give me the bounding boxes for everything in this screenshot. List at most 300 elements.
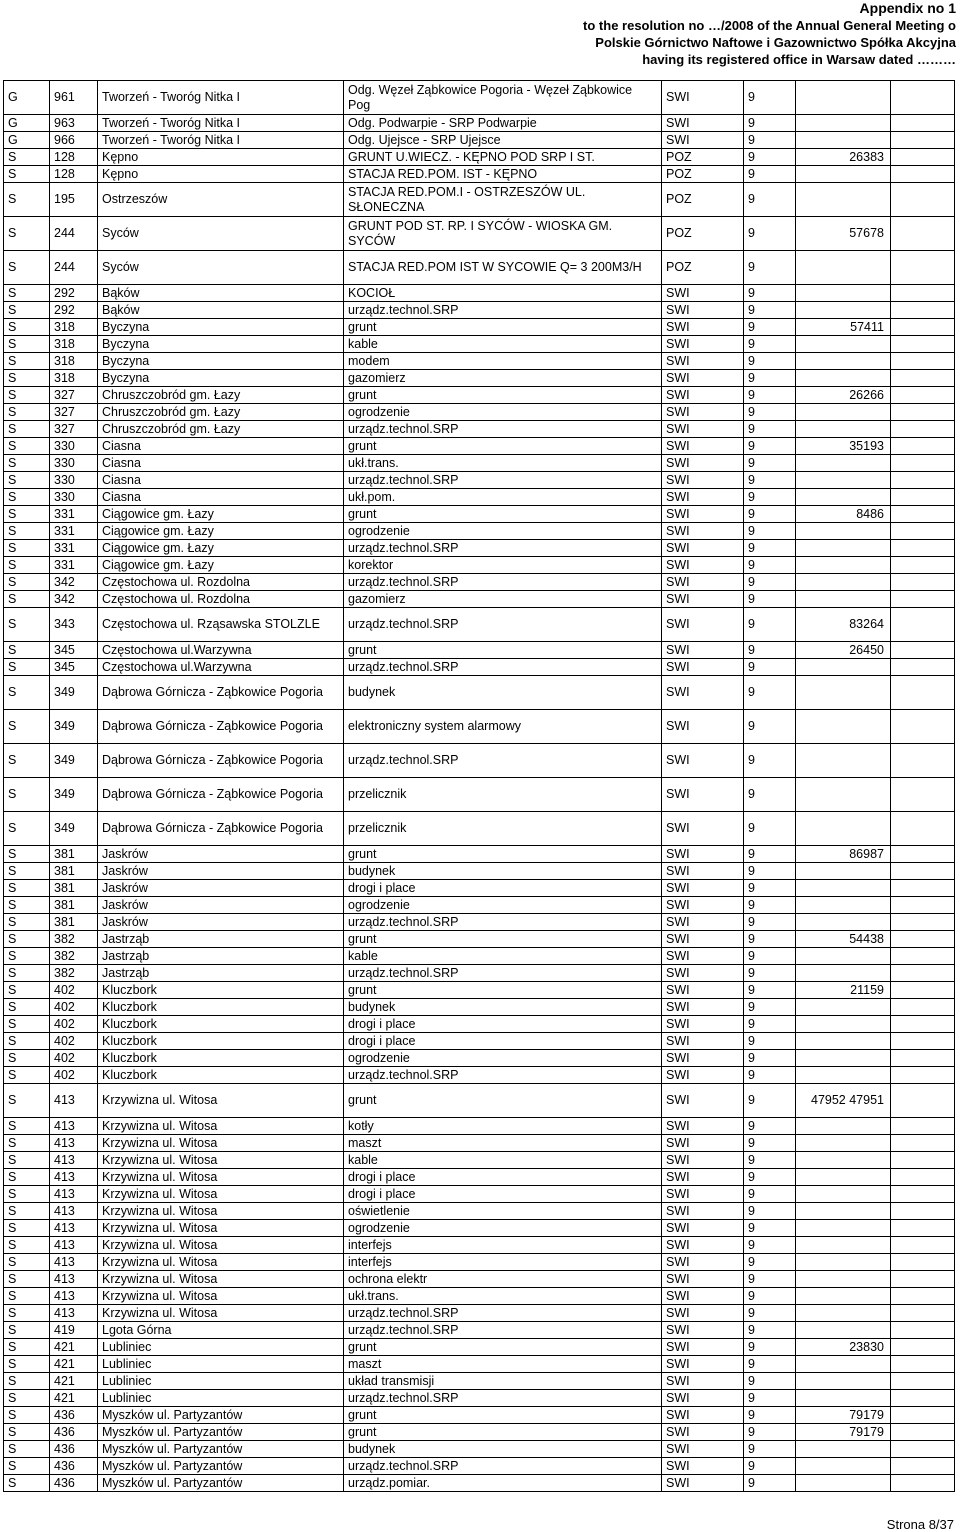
cell-number [796, 1118, 891, 1135]
cell-type: S [4, 319, 50, 336]
cell-type: S [4, 591, 50, 608]
cell-location: Tworzeń - Tworóg Nitka I [98, 115, 344, 132]
cell-type: G [4, 115, 50, 132]
cell-group: 9 [744, 608, 796, 642]
cell-type: S [4, 1016, 50, 1033]
cell-location: Kluczbork [98, 1016, 344, 1033]
cell-number: 26266 [796, 387, 891, 404]
cell-number [796, 1152, 891, 1169]
cell-category: SWI [662, 1220, 744, 1237]
cell-code: 330 [50, 472, 98, 489]
cell-category: POZ [662, 217, 744, 251]
cell-location: Krzywizna ul. Witosa [98, 1203, 344, 1220]
cell-asset: Odg. Węzeł Ząbkowice Pogoria - Węzeł Ząbkowice Pog [344, 81, 662, 115]
cell-category: SWI [662, 319, 744, 336]
cell-empty [891, 1254, 955, 1271]
cell-code: 382 [50, 948, 98, 965]
cell-empty [891, 319, 955, 336]
cell-number [796, 1203, 891, 1220]
cell-group: 9 [744, 370, 796, 387]
cell-empty [891, 132, 955, 149]
cell-number [796, 1390, 891, 1407]
cell-group: 9 [744, 710, 796, 744]
cell-number [796, 183, 891, 217]
table-row [4, 387, 955, 404]
cell-group: 9 [744, 812, 796, 846]
table-row [4, 132, 955, 149]
table-row [4, 115, 955, 132]
cell-type: S [4, 1135, 50, 1152]
cell-location: Ciągowice gm. Łazy [98, 523, 344, 540]
cell-location: Myszków ul. Partyzantów [98, 1424, 344, 1441]
table-row [4, 319, 955, 336]
cell-asset: gazomierz [344, 370, 662, 387]
cell-type: S [4, 778, 50, 812]
cell-number [796, 1220, 891, 1237]
cell-number [796, 1356, 891, 1373]
cell-category: SWI [662, 778, 744, 812]
cell-asset: maszt [344, 1356, 662, 1373]
cell-code: 413 [50, 1203, 98, 1220]
cell-location: Byczyna [98, 370, 344, 387]
cell-category: SWI [662, 1475, 744, 1492]
cell-empty [891, 506, 955, 523]
cell-category: SWI [662, 1203, 744, 1220]
cell-type: S [4, 1203, 50, 1220]
cell-empty [891, 81, 955, 115]
cell-asset: urządz.technol.SRP [344, 574, 662, 591]
cell-number [796, 676, 891, 710]
cell-category: POZ [662, 166, 744, 183]
cell-asset: urządz.technol.SRP [344, 302, 662, 319]
table-row [4, 1254, 955, 1271]
cell-empty [891, 778, 955, 812]
cell-category: SWI [662, 574, 744, 591]
header-office: having its registered office in Warsaw dated ……… [642, 52, 956, 67]
cell-number [796, 914, 891, 931]
cell-empty [891, 863, 955, 880]
cell-group: 9 [744, 880, 796, 897]
cell-group: 9 [744, 897, 796, 914]
table-row [4, 1118, 955, 1135]
cell-location: Jastrząb [98, 948, 344, 965]
cell-category: SWI [662, 1356, 744, 1373]
cell-empty [891, 387, 955, 404]
table-row [4, 778, 955, 812]
cell-asset: urządz.technol.SRP [344, 472, 662, 489]
cell-location: Jaskrów [98, 863, 344, 880]
cell-location: Dąbrowa Górnicza - Ząbkowice Pogoria [98, 812, 344, 846]
table-row [4, 1356, 955, 1373]
cell-group: 9 [744, 591, 796, 608]
cell-number [796, 1288, 891, 1305]
cell-category: SWI [662, 421, 744, 438]
cell-asset: ogrodzenie [344, 897, 662, 914]
cell-asset: grunt [344, 1407, 662, 1424]
cell-asset: kable [344, 1152, 662, 1169]
cell-asset: KOCIOŁ [344, 285, 662, 302]
cell-location: Krzywizna ul. Witosa [98, 1169, 344, 1186]
table-row [4, 523, 955, 540]
cell-group: 9 [744, 1033, 796, 1050]
cell-group: 9 [744, 676, 796, 710]
cell-empty [891, 1237, 955, 1254]
cell-location: Byczyna [98, 353, 344, 370]
cell-group: 9 [744, 1254, 796, 1271]
cell-empty [891, 897, 955, 914]
cell-code: 381 [50, 914, 98, 931]
cell-group: 9 [744, 744, 796, 778]
cell-code: 331 [50, 506, 98, 523]
cell-asset: grunt [344, 506, 662, 523]
cell-empty [891, 1288, 955, 1305]
cell-code: 327 [50, 387, 98, 404]
cell-empty [891, 1407, 955, 1424]
cell-number [796, 948, 891, 965]
cell-asset: interfejs [344, 1237, 662, 1254]
cell-category: SWI [662, 863, 744, 880]
cell-location: Dąbrowa Górnicza - Ząbkowice Pogoria [98, 710, 344, 744]
cell-empty [891, 217, 955, 251]
cell-code: 436 [50, 1424, 98, 1441]
cell-category: SWI [662, 1322, 744, 1339]
cell-asset: urządz.technol.SRP [344, 659, 662, 676]
table-row [4, 744, 955, 778]
cell-group: 9 [744, 1322, 796, 1339]
cell-asset: urządz.pomiar. [344, 1475, 662, 1492]
table-row [4, 1373, 955, 1390]
cell-empty [891, 523, 955, 540]
cell-asset: budynek [344, 863, 662, 880]
cell-category: SWI [662, 676, 744, 710]
cell-group: 9 [744, 472, 796, 489]
cell-category: SWI [662, 1118, 744, 1135]
cell-code: 327 [50, 421, 98, 438]
table-row [4, 1152, 955, 1169]
table-row [4, 1050, 955, 1067]
cell-type: S [4, 302, 50, 319]
table-row [4, 591, 955, 608]
cell-group: 9 [744, 931, 796, 948]
cell-asset: kotły [344, 1118, 662, 1135]
cell-code: 413 [50, 1118, 98, 1135]
cell-code: 343 [50, 608, 98, 642]
cell-empty [891, 540, 955, 557]
cell-number [796, 472, 891, 489]
cell-group: 9 [744, 1220, 796, 1237]
cell-asset: grunt [344, 931, 662, 948]
cell-location: Myszków ul. Partyzantów [98, 1441, 344, 1458]
cell-group: 9 [744, 455, 796, 472]
table-row [4, 1475, 955, 1492]
cell-type: S [4, 285, 50, 302]
cell-asset: ukł.pom. [344, 489, 662, 506]
table-row [4, 1067, 955, 1084]
cell-type: S [4, 506, 50, 523]
cell-code: 413 [50, 1169, 98, 1186]
table-row [4, 455, 955, 472]
cell-number [796, 353, 891, 370]
cell-asset: STACJA RED.POM. IST - KĘPNO [344, 166, 662, 183]
cell-code: 381 [50, 846, 98, 863]
cell-group: 9 [744, 1271, 796, 1288]
cell-location: Ciągowice gm. Łazy [98, 506, 344, 523]
cell-number [796, 302, 891, 319]
cell-location: Chruszczobród gm. Łazy [98, 404, 344, 421]
table-row [4, 285, 955, 302]
cell-code: 345 [50, 659, 98, 676]
cell-code: 402 [50, 1067, 98, 1084]
cell-type: S [4, 1305, 50, 1322]
cell-type: S [4, 1407, 50, 1424]
cell-asset: maszt [344, 1135, 662, 1152]
cell-number [796, 880, 891, 897]
cell-code: 413 [50, 1271, 98, 1288]
cell-number [796, 965, 891, 982]
table-row [4, 863, 955, 880]
cell-number: 8486 [796, 506, 891, 523]
cell-type: S [4, 914, 50, 931]
cell-empty [891, 251, 955, 285]
cell-number [796, 574, 891, 591]
cell-category: SWI [662, 1237, 744, 1254]
table-row [4, 1458, 955, 1475]
cell-location: Częstochowa ul. Rozdolna [98, 591, 344, 608]
cell-asset: STACJA RED.POM IST W SYCOWIE Q= 3 200M3/H [344, 251, 662, 285]
table-row [4, 166, 955, 183]
cell-category: SWI [662, 948, 744, 965]
cell-empty [891, 1152, 955, 1169]
table-row [4, 897, 955, 914]
cell-code: 413 [50, 1152, 98, 1169]
cell-code: 331 [50, 523, 98, 540]
table-row [4, 1186, 955, 1203]
cell-asset: urządz.technol.SRP [344, 1067, 662, 1084]
cell-location: Jastrząb [98, 931, 344, 948]
cell-group: 9 [744, 1356, 796, 1373]
cell-location: Chruszczobród gm. Łazy [98, 387, 344, 404]
cell-location: Kluczbork [98, 1033, 344, 1050]
cell-location: Byczyna [98, 319, 344, 336]
cell-type: S [4, 897, 50, 914]
cell-asset: ogrodzenie [344, 523, 662, 540]
cell-empty [891, 1322, 955, 1339]
cell-type: S [4, 387, 50, 404]
cell-location: Kępno [98, 149, 344, 166]
cell-empty [891, 370, 955, 387]
cell-group: 9 [744, 557, 796, 574]
cell-empty [891, 676, 955, 710]
cell-group: 9 [744, 574, 796, 591]
table-row [4, 302, 955, 319]
cell-empty [891, 1373, 955, 1390]
cell-category: SWI [662, 846, 744, 863]
cell-code: 402 [50, 1033, 98, 1050]
cell-type: S [4, 642, 50, 659]
cell-code: 342 [50, 574, 98, 591]
cell-group: 9 [744, 506, 796, 523]
header-resolution: to the resolution no …/2008 of the Annual General Meeting o [583, 18, 956, 33]
cell-group: 9 [744, 1135, 796, 1152]
cell-type: S [4, 948, 50, 965]
cell-location: Częstochowa ul.Warzywna [98, 659, 344, 676]
cell-empty [891, 1016, 955, 1033]
table-row [4, 931, 955, 948]
cell-empty [891, 1458, 955, 1475]
cell-group: 9 [744, 1424, 796, 1441]
cell-code: 330 [50, 455, 98, 472]
cell-group: 9 [744, 132, 796, 149]
cell-asset: GRUNT POD ST. RP. I SYCÓW - WIOSKA GM. SYCÓW [344, 217, 662, 251]
cell-empty [891, 659, 955, 676]
cell-group: 9 [744, 1169, 796, 1186]
cell-group: 9 [744, 1305, 796, 1322]
cell-type: S [4, 1390, 50, 1407]
cell-location: Krzywizna ul. Witosa [98, 1220, 344, 1237]
cell-code: 244 [50, 217, 98, 251]
cell-location: Jaskrów [98, 880, 344, 897]
table-row [4, 574, 955, 591]
cell-group: 9 [744, 183, 796, 217]
cell-location: Ciasna [98, 455, 344, 472]
cell-code: 413 [50, 1135, 98, 1152]
cell-type: S [4, 1067, 50, 1084]
cell-empty [891, 421, 955, 438]
table-row [4, 557, 955, 574]
cell-group: 9 [744, 489, 796, 506]
cell-code: 330 [50, 438, 98, 455]
cell-number [796, 489, 891, 506]
cell-type: S [4, 540, 50, 557]
cell-type: S [4, 523, 50, 540]
cell-code: 436 [50, 1407, 98, 1424]
cell-number: 23830 [796, 1339, 891, 1356]
cell-category: SWI [662, 1135, 744, 1152]
cell-empty [891, 1118, 955, 1135]
table-row [4, 1220, 955, 1237]
cell-type: S [4, 421, 50, 438]
table-row [4, 812, 955, 846]
cell-empty [891, 183, 955, 217]
cell-type: S [4, 438, 50, 455]
cell-number: 57678 [796, 217, 891, 251]
cell-number [796, 744, 891, 778]
cell-asset: ogrodzenie [344, 1220, 662, 1237]
cell-code: 402 [50, 982, 98, 999]
cell-location: Ostrzeszów [98, 183, 344, 217]
cell-empty [891, 1067, 955, 1084]
cell-location: Lubliniec [98, 1390, 344, 1407]
cell-code: 382 [50, 931, 98, 948]
cell-type: S [4, 455, 50, 472]
cell-number: 54438 [796, 931, 891, 948]
cell-empty [891, 1169, 955, 1186]
table-row [4, 1203, 955, 1220]
document-header [583, 0, 956, 68]
cell-type: S [4, 880, 50, 897]
cell-number [796, 778, 891, 812]
cell-number [796, 336, 891, 353]
cell-location: Dąbrowa Górnicza - Ząbkowice Pogoria [98, 744, 344, 778]
cell-category: SWI [662, 1373, 744, 1390]
cell-category: SWI [662, 999, 744, 1016]
cell-asset: grunt [344, 1424, 662, 1441]
cell-category: SWI [662, 1288, 744, 1305]
cell-asset: STACJA RED.POM.I - OSTRZESZÓW UL. SŁONECZNA [344, 183, 662, 217]
cell-type: S [4, 353, 50, 370]
cell-empty [891, 336, 955, 353]
cell-location: Krzywizna ul. Witosa [98, 1152, 344, 1169]
cell-code: 345 [50, 642, 98, 659]
cell-location: Bąków [98, 302, 344, 319]
cell-category: SWI [662, 1186, 744, 1203]
cell-type: S [4, 472, 50, 489]
cell-location: Kluczbork [98, 982, 344, 999]
cell-type: S [4, 608, 50, 642]
table-row [4, 1441, 955, 1458]
cell-type: S [4, 1458, 50, 1475]
asset-table-body [4, 81, 955, 1492]
cell-category: SWI [662, 1254, 744, 1271]
cell-asset: przelicznik [344, 812, 662, 846]
cell-empty [891, 846, 955, 863]
cell-group: 9 [744, 778, 796, 812]
cell-asset: grunt [344, 387, 662, 404]
cell-category: SWI [662, 1305, 744, 1322]
table-row [4, 149, 955, 166]
cell-asset: ochrona elektr [344, 1271, 662, 1288]
asset-table-wrapper [3, 80, 954, 1492]
table-row [4, 1135, 955, 1152]
cell-type: S [4, 1356, 50, 1373]
cell-location: Lgota Górna [98, 1322, 344, 1339]
cell-category: SWI [662, 1152, 744, 1169]
table-row [4, 370, 955, 387]
cell-location: Ciągowice gm. Łazy [98, 557, 344, 574]
cell-type: S [4, 251, 50, 285]
cell-type: S [4, 1220, 50, 1237]
cell-location: Dąbrowa Górnicza - Ząbkowice Pogoria [98, 676, 344, 710]
cell-empty [891, 574, 955, 591]
table-row [4, 1084, 955, 1118]
cell-group: 9 [744, 863, 796, 880]
cell-code: 419 [50, 1322, 98, 1339]
cell-asset: grunt [344, 642, 662, 659]
cell-location: Kępno [98, 166, 344, 183]
cell-type: S [4, 931, 50, 948]
cell-number: 35193 [796, 438, 891, 455]
cell-group: 9 [744, 1118, 796, 1135]
table-row [4, 1390, 955, 1407]
cell-category: POZ [662, 149, 744, 166]
cell-type: S [4, 166, 50, 183]
cell-type: S [4, 1322, 50, 1339]
cell-group: 9 [744, 1152, 796, 1169]
cell-number [796, 1067, 891, 1084]
cell-category: SWI [662, 744, 744, 778]
cell-type: S [4, 863, 50, 880]
cell-code: 349 [50, 744, 98, 778]
cell-location: Jastrząb [98, 965, 344, 982]
cell-category: SWI [662, 1016, 744, 1033]
cell-location: Syców [98, 251, 344, 285]
cell-code: 421 [50, 1339, 98, 1356]
cell-empty [891, 1305, 955, 1322]
cell-type: S [4, 489, 50, 506]
cell-empty [891, 302, 955, 319]
cell-group: 9 [744, 1067, 796, 1084]
cell-code: 381 [50, 863, 98, 880]
